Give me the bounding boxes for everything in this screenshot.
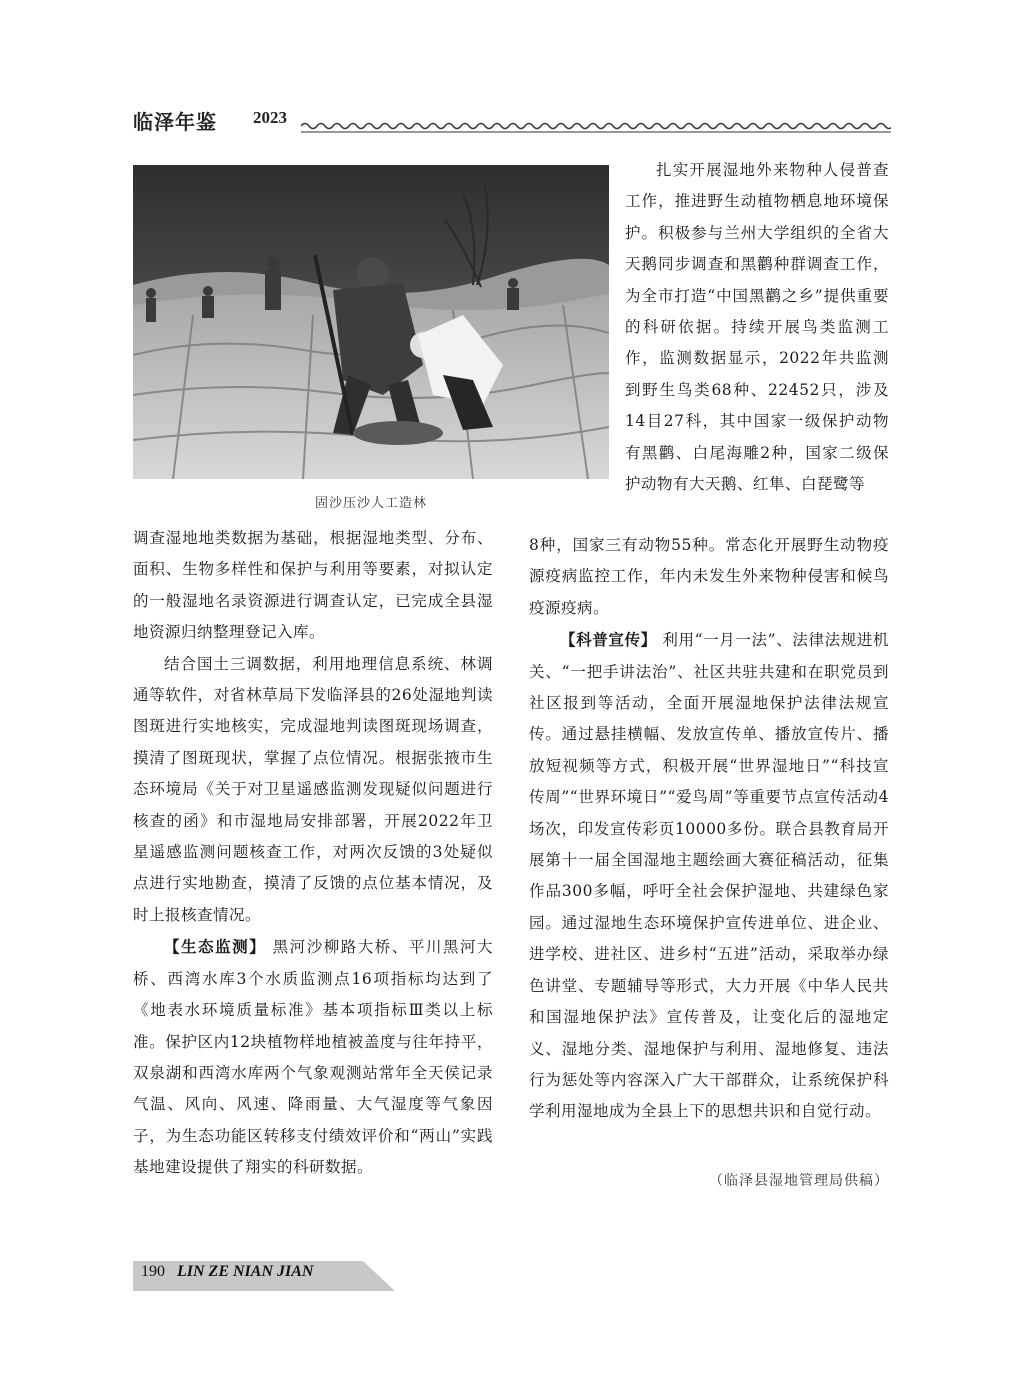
right-paragraph-2-text: 利用“一月一法”、法律法规进机关、“一把手讲法治”、社区共驻共建和在职党员到社区报到等活动，全面开展湿地保护法律法规宣传。通过悬挂横幅、发放宣传单、播放宣传片、播放短视频等方式，积极开展“世界湿地日”“科技宣传周”“世界环境日”“爱鸟周”等重要节点宣传活动4场次，印发宣传彩页10000多份。联合县教育局开展第十一届全国湿地主题绘画大赛征稿活动，征集作品300多幅，呼吁全社会保护湿地、共建绿色家园。通过湿地生态环境保护宣传进单位、进企业、进学校、进社区、进乡村“五进”活动，采取举办绿色讲堂、专题辅导等形式，大力开展《中华人民共和国湿地保护法》宣传普及，让变化后的湿地定义、湿地分类、湿地保护与利用、湿地修复、违法行为惩处等内容深入广大干部群众，让系统保护科学利用湿地成为全县上下的思想共识和自觉行动。 xyxy=(529,631,889,1121)
page-footer xyxy=(133,1255,403,1297)
left-paragraph-3 xyxy=(133,931,493,1183)
left-paragraph-1: 调查湿地地类数据为基础，根据湿地类型、分布、面积、生物多样性和保护与利用等要素，对拟认定的一般湿地名录资源进行调查认定，已完成全县湿地资源归纳整理登记入库。 xyxy=(133,529,493,642)
yearbook-year: 2023 xyxy=(253,108,287,127)
running-header xyxy=(133,102,891,136)
section-heading-eco-monitoring: 【生态监测】 xyxy=(164,937,267,957)
left-column xyxy=(133,523,493,1184)
yearbook-title: 临泽年鉴 xyxy=(133,110,217,134)
right-paragraph-1: 8种，国家三有动物55种。常态化开展野生动物疫源疫病监控工作，年内未发生外来物种侵害和候鸟疫源疫病。 xyxy=(529,536,889,617)
page-number: 190 xyxy=(141,1263,165,1280)
planting-photo xyxy=(133,165,609,479)
footer-publication-name: LIN ZE NIAN JIAN xyxy=(177,1263,314,1280)
photo-caption: 固沙压沙人工造林 xyxy=(314,496,427,511)
right-paragraph-2 xyxy=(529,624,889,1128)
source-credit: （临泽县湿地管理局供稿） xyxy=(709,1173,889,1189)
section-heading-publicity: 【科普宣传】 xyxy=(560,630,657,650)
right-column xyxy=(529,530,889,1128)
header-wave-rule xyxy=(301,120,891,134)
wrap-paragraph: 扎实开展湿地外来物种人侵普查工作，推进野生动植物栖息地环境保护。积极参与兰州大学组织的全省大天鹅同步调查和黑鹳种群调查工作，为全市打造“中国黑鹳之乡”提供重要的科研依据。持续开展鸟类监测工作，监测数据显示，2022年共监测到野生鸟类68种、22452只，涉及14目27科，其中国家一级保护动物有黑鹳、白尾海雕2种，国家二级保护动物有大天鹅、红隼、白琵鹭等 xyxy=(625,161,889,494)
wrap-column xyxy=(625,155,889,500)
left-paragraph-2: 结合国土三调数据，利用地理信息系统、林调通等软件，对省林草局下发临泽县的26处湿地判读图斑进行实地核实，完成湿地判读图斑现场调查，摸清了图斑现状，掌握了点位情况。根据张掖市生态环境局《关于对卫星遥感监测发现疑似问题进行核查的函》和市湿地局安排部署，开展2022年卫星遥感监测问题核查工作，对两次反馈的3处疑似点进行实地勘查，摸清了反馈的点位基本情况，及时上报核查情况。 xyxy=(133,654,493,924)
left-paragraph-3-text: 黑河沙柳路大桥、平川黑河大桥、西湾水库3个水质监测点16项指标均达到了《地表水环境质量标准》基本项指标Ⅲ类以上标准。保护区内12块植物样地植被盖度与往年持平，双泉湖和西湾水库两个气象观测站常年全天侯记录气温、风向、风速、降雨量、大气湿度等气象因子，为生态功能区转移支付绩效评价和“两山”实践基地建设提供了翔实的科研数据。 xyxy=(133,938,493,1177)
